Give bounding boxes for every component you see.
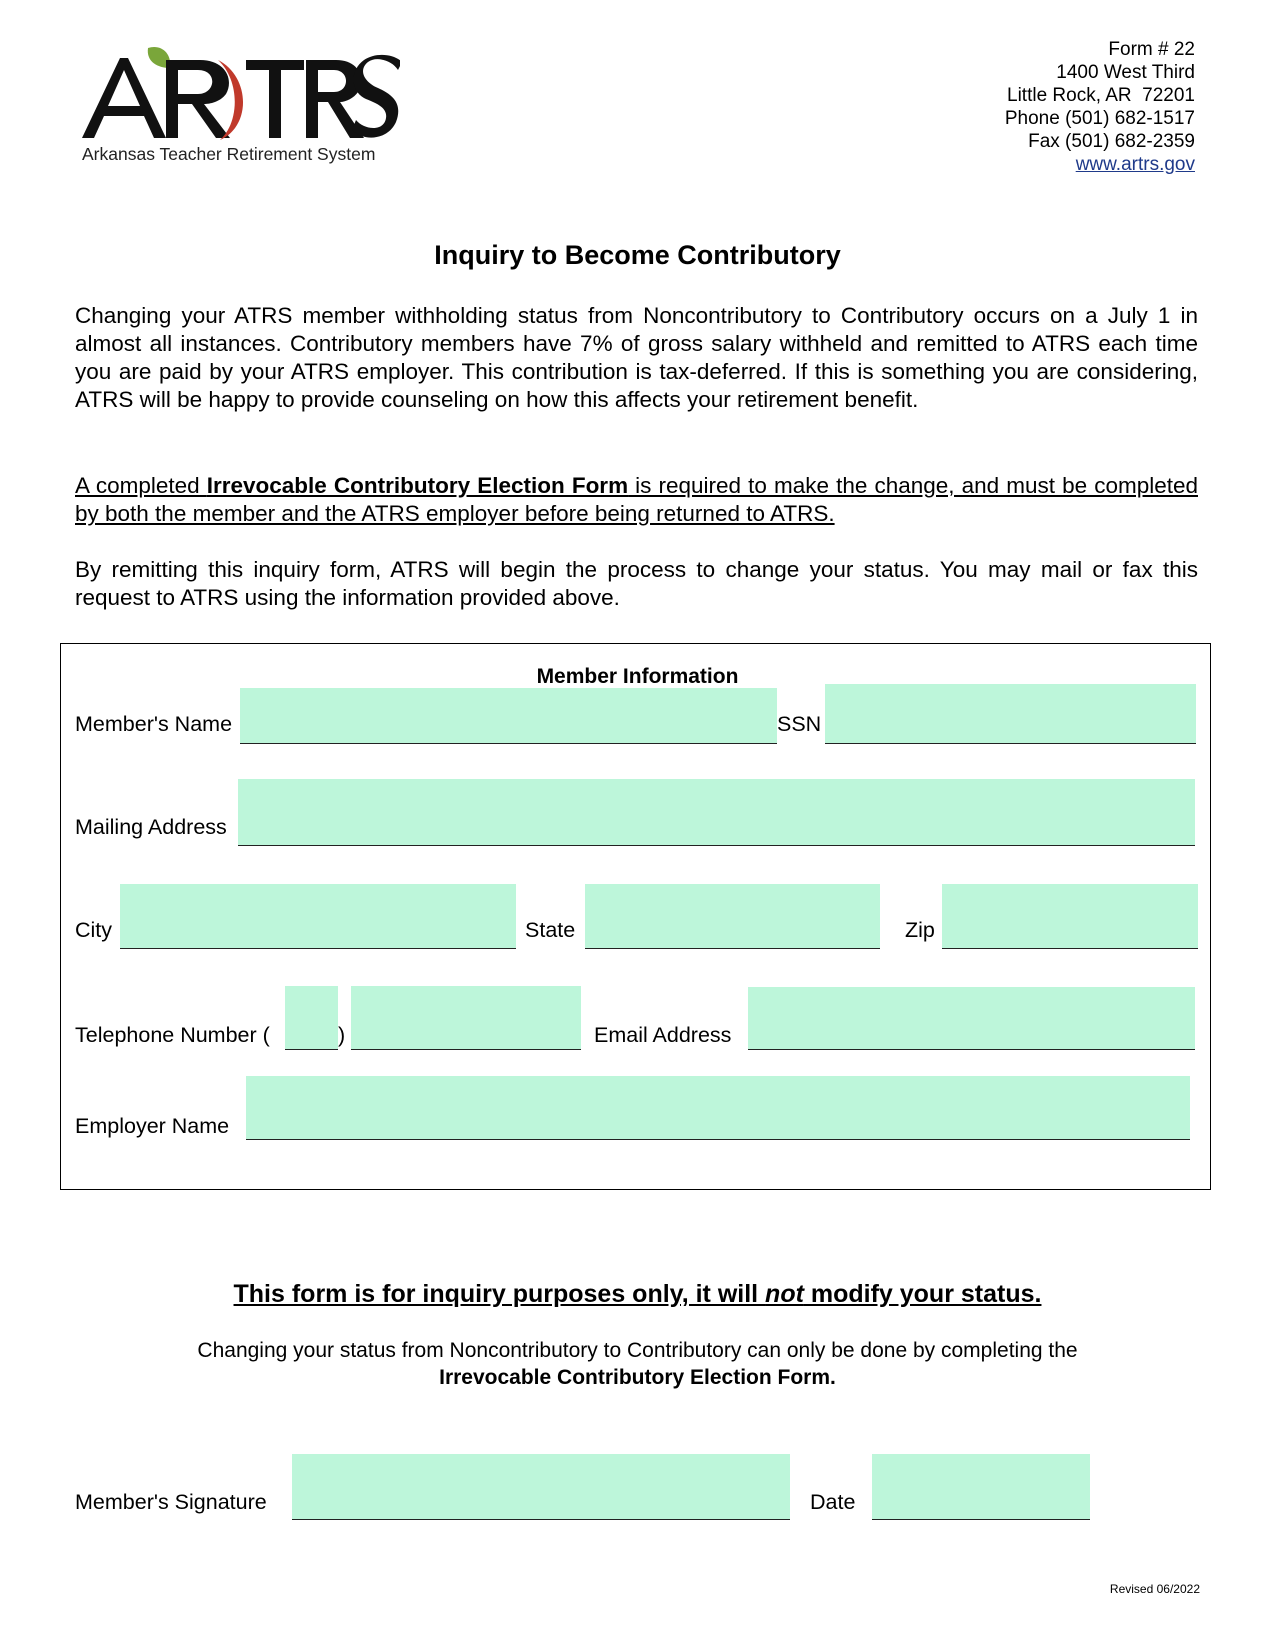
telephone-field[interactable] — [351, 986, 581, 1050]
artrs-logo — [80, 40, 400, 170]
email-field[interactable] — [748, 987, 1195, 1050]
ssn-label: SSN — [777, 712, 822, 736]
inquiry-only-notice — [0, 1280, 1275, 1309]
change-note-line-1: Changing your status from Noncontributory to Contributory can only be done by completing the — [197, 1339, 1078, 1362]
change-note-line-2: Irrevocable Contributory Election Form. — [439, 1366, 836, 1389]
contact-block — [1005, 38, 1195, 176]
phone-number: Phone (501) 682-1517 — [1004, 108, 1195, 129]
intro-paragraph: Changing your ATRS member withholding status from Noncontributory to Contributory occurs on a July 1 in almost all instances. Contributory members have 7% of gross salary withheld and remitted to ATRS each time you are paid by your ATRS employer. This contribution is tax-deferred. If this is something you are considering, ATRS will be happy to provide counseling on how this affects your retirement benefit. — [75, 303, 1198, 412]
area-code-field[interactable] — [285, 986, 338, 1050]
page-title: Inquiry to Become Contributory — [434, 240, 841, 270]
fax-number: Fax (501) 682-2359 — [1028, 131, 1195, 152]
member-name-label: Member's Name — [75, 712, 233, 736]
state-field[interactable] — [585, 884, 880, 949]
remit-paragraph: By remitting this inquiry form, ATRS will begin the process to change your status. You may mail or fax this request to ATRS using the information provided above. — [75, 557, 1198, 610]
requirement-suffix: is required to make the change, and must be completed by both the member and the ATRS employer before being returned to ATRS. — [75, 473, 1198, 526]
area-code-close-paren: ) — [338, 1023, 346, 1047]
employer-name-field[interactable] — [246, 1076, 1190, 1140]
revision-date: Revised 06/2022 — [1109, 1582, 1200, 1596]
requirement-prefix: A completed — [75, 473, 207, 498]
change-status-note — [0, 1337, 1275, 1391]
date-label: Date — [810, 1490, 856, 1514]
telephone-label: Telephone Number ( — [75, 1023, 270, 1047]
website-link[interactable]: www.artrs.gov — [1075, 154, 1195, 175]
member-signature-label: Member's Signature — [75, 1490, 267, 1514]
zip-field[interactable] — [942, 884, 1198, 949]
mailing-address-field[interactable] — [238, 779, 1195, 846]
logo-graphic — [80, 40, 400, 150]
date-field[interactable] — [872, 1454, 1090, 1520]
notice-emphasis: not — [765, 1280, 804, 1308]
state-label: State — [525, 918, 576, 942]
city-label: City — [75, 918, 113, 942]
form-number: Form # 22 — [1108, 39, 1195, 60]
election-form-name: Irrevocable Contributory Election Form — [206, 473, 629, 498]
zip-label: Zip — [905, 918, 935, 942]
address-line-1: 1400 West Third — [1056, 62, 1195, 83]
logo-subtitle: Arkansas Teacher Retirement System — [82, 144, 376, 164]
requirement-paragraph — [75, 472, 1198, 528]
employer-name-label: Employer Name — [75, 1114, 230, 1138]
address-line-2: Little Rock, AR 72201 — [1007, 85, 1195, 106]
email-label: Email Address — [594, 1023, 732, 1047]
member-name-field[interactable] — [240, 688, 777, 744]
mailing-address-label: Mailing Address — [75, 815, 227, 839]
city-field[interactable] — [120, 884, 516, 949]
notice-part-1: This form is for inquiry purposes only, it will — [233, 1280, 766, 1308]
ssn-field[interactable] — [825, 684, 1196, 744]
member-information-heading: Member Information — [536, 665, 739, 688]
notice-part-2: modify your status. — [803, 1280, 1042, 1308]
member-signature-field[interactable] — [292, 1454, 790, 1520]
